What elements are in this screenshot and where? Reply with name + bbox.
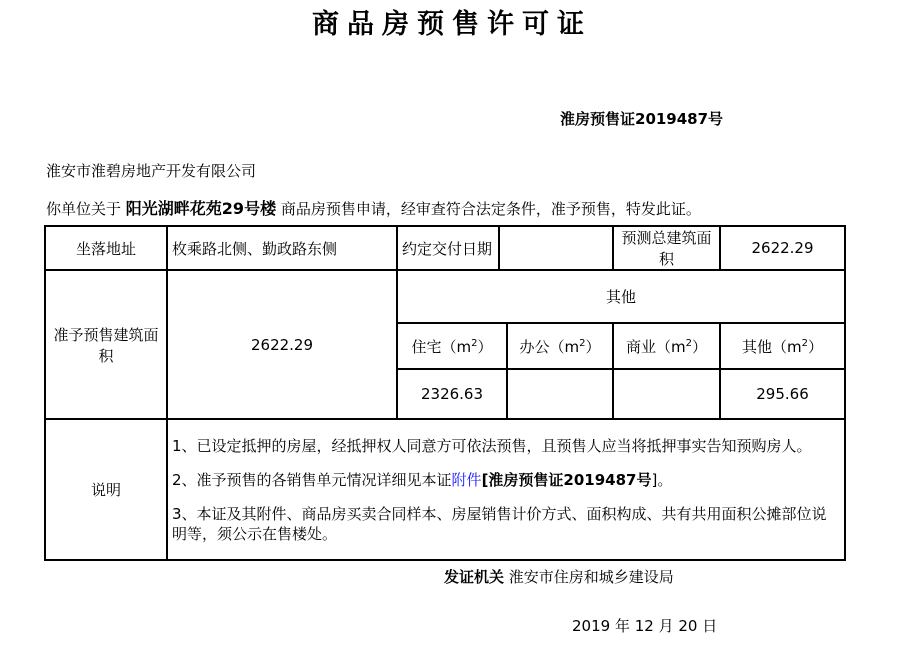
statement-suffix: 商品房预售申请，经审查符合法定条件，准予预售，特发此证。 (280, 200, 701, 218)
document-title: 商品房预售许可证 (312, 9, 592, 40)
presale-area-value: 2622.29 (167, 270, 397, 419)
presale-area-label: 准予预售建筑面积 (45, 270, 167, 419)
permit-table (44, 225, 846, 561)
statement-prefix: 你单位关于 (46, 200, 122, 218)
location-value: 枚乘路北侧、勤政路东侧 (167, 226, 397, 270)
project-name: 阳光湖畔花苑29号楼 (125, 199, 277, 218)
total-area-value: 2622.29 (720, 226, 845, 270)
issue-date: 2019 年 12 月 20 日 (572, 617, 718, 635)
other-header: 其他 (397, 270, 845, 323)
location-label: 坐落地址 (45, 226, 167, 270)
attachment-link[interactable]: 附件 (451, 470, 482, 489)
company-name: 淮安市淮碧房地产开发有限公司 (46, 162, 257, 180)
other-area-value: 295.66 (720, 369, 845, 419)
office-area-value (507, 369, 613, 419)
issuing-authority (444, 566, 674, 587)
total-area-label: 预测总建筑面积 (613, 226, 720, 270)
notes-label: 说明 (45, 419, 167, 560)
certificate-number: 淮房预售证2019487号 (560, 110, 724, 128)
note-1: 1、已设定抵押的房屋，经抵押权人同意方可依法预售，且预售人应当将抵押事实告知预购房人。 (172, 436, 812, 455)
statement (46, 196, 701, 219)
column-header-other: 其他$(m^2)$ (720, 323, 845, 369)
note-3: 3、本证及其附件、商品房买卖合同样本、房屋销售计价方式、面积构成、共有共用面积公摊部位说明等，须公示在售楼处。 (172, 504, 827, 543)
issuer-label: 发证机关 (444, 568, 505, 586)
commercial-area-value (613, 369, 720, 419)
column-header-office: 办公$(m^2)$ (507, 323, 613, 369)
issuer-value: 淮安市住房和城乡建设局 (508, 568, 674, 586)
notes-content (167, 419, 845, 560)
column-header-commercial: 商业$(m^2)$ (613, 323, 720, 369)
note-2: 2、准予预售的各销售单元情况详细见本证附件[淮房预售证2019487号]。 (172, 470, 673, 489)
delivery-date-label: 约定交付日期 (397, 226, 499, 270)
residential-area-value: 2326.63 (397, 369, 507, 419)
column-header-residential: 住宅$(m^2)$ (397, 323, 507, 369)
delivery-date-value (499, 226, 613, 270)
